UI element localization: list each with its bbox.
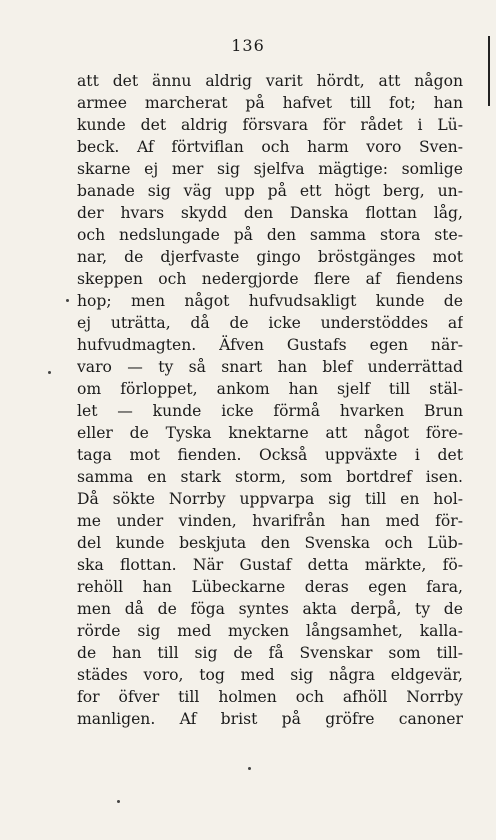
print-speck bbox=[248, 767, 251, 770]
page-edge-mark bbox=[488, 36, 490, 106]
text-line: taga mot fienden. Också uppväxte i det bbox=[77, 446, 463, 464]
text-line: men då de föga syntes akta derpå, ty de bbox=[77, 600, 463, 618]
text-line: Då sökte Norrby uppvarpa sig till en hol- bbox=[77, 490, 463, 508]
text-line: manligen. Af brist på gröfre canoner bbox=[77, 710, 463, 728]
text-line: hop; men något hufvudsakligt kunde de bbox=[77, 292, 463, 310]
text-line: rehöll han Lübeckarne deras egen fara, bbox=[77, 578, 463, 596]
text-line: ska flottan. När Gustaf detta märkte, fö- bbox=[77, 556, 463, 574]
text-line: me under vinden, hvarifrån han med för- bbox=[77, 512, 463, 530]
text-line: for öfver till holmen och afhöll Norrby bbox=[77, 688, 463, 706]
print-speck bbox=[48, 371, 51, 374]
text-line: armee marcherat på hafvet till fot; han bbox=[77, 94, 463, 112]
text-line: samma en stark storm, som bortdref isen. bbox=[77, 468, 463, 486]
print-speck bbox=[66, 299, 69, 302]
text-line: del kunde beskjuta den Svenska och Lüb- bbox=[77, 534, 463, 552]
text-line: städes voro, tog med sig några eldgevär, bbox=[77, 666, 463, 684]
text-line: hufvudmagten. Äfven Gustafs egen när- bbox=[77, 336, 463, 354]
text-line: let — kunde icke förmå hvarken Brun bbox=[77, 402, 463, 420]
text-line: ej uträtta, då de icke understöddes af bbox=[77, 314, 463, 332]
text-line: skeppen och nedergjorde flere af fiendens bbox=[77, 270, 463, 288]
text-line: banade sig väg upp på ett högt berg, un- bbox=[77, 182, 463, 200]
text-line: de han till sig de få Svenskar som till- bbox=[77, 644, 463, 662]
text-line: varo — ty så snart han blef underrättad bbox=[77, 358, 463, 376]
text-line: rörde sig med mycken långsamhet, kalla- bbox=[77, 622, 463, 640]
text-line: och nedslungade på den samma stora ste- bbox=[77, 226, 463, 244]
body-text bbox=[77, 70, 463, 730]
print-speck bbox=[117, 800, 120, 803]
text-line: der hvars skydd den Danska flottan låg, bbox=[77, 204, 463, 222]
text-line: eller de Tyska knektarne att något före- bbox=[77, 424, 463, 442]
page-number: 136 bbox=[231, 36, 265, 55]
text-line: att det ännu aldrig varit hördt, att någon bbox=[77, 72, 463, 90]
text-line: beck. Af förtviflan och harm voro Sven- bbox=[77, 138, 463, 156]
text-line: skarne ej mer sig sjelfva mägtige: somlige bbox=[77, 160, 463, 178]
text-line: kunde det aldrig försvara för rådet i Lü- bbox=[77, 116, 463, 134]
text-line: nar, de djerfvaste gingo bröstgänges mot bbox=[77, 248, 463, 266]
text-line: om förloppet, ankom han sjelf till stäl- bbox=[77, 380, 463, 398]
